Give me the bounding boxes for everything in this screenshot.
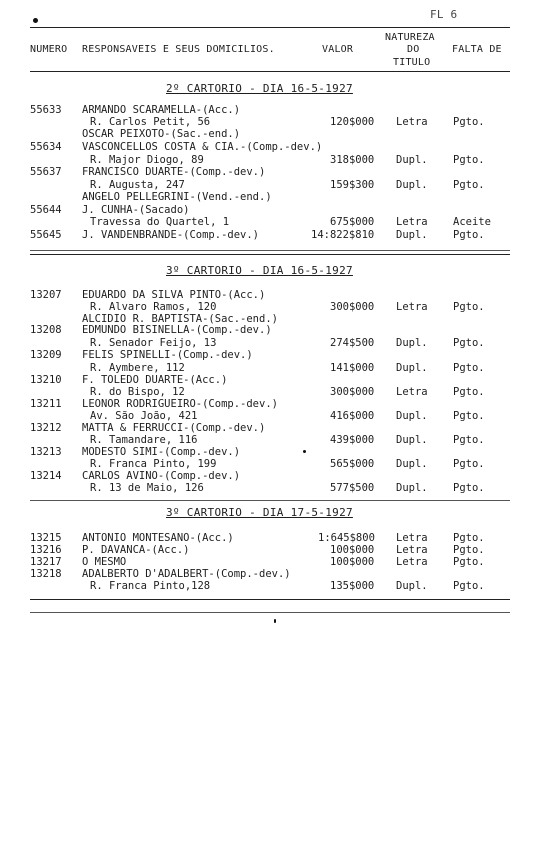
entry-line: R. do Bispo, 12 [90, 386, 185, 398]
entry-name: O MESMO [82, 556, 127, 568]
section-rule [30, 254, 510, 255]
entry-number: 13209 [30, 349, 62, 361]
header-col-valor: VALOR [322, 44, 354, 55]
header-col-natureza: NATUREZA [385, 32, 435, 43]
bottom-rule [30, 599, 510, 600]
entry-natureza: Letra [396, 301, 428, 313]
entry-natureza: Dupl. [396, 482, 428, 494]
header-col-natureza-titulo: TITULO [393, 57, 431, 68]
section-rule [30, 250, 510, 251]
entry-line: R. Franca Pinto,128 [90, 580, 211, 592]
entry-number: 55645 [30, 229, 62, 241]
entry-falta: Pgto. [453, 544, 485, 556]
header-rule [30, 71, 510, 72]
ink-mark [33, 18, 38, 23]
entry-falta: Pgto. [453, 556, 485, 568]
bottom-rule [30, 612, 510, 613]
header-col-falta: FALTA DE [452, 44, 502, 55]
entry-valor: 318$000 [330, 154, 375, 166]
entry-valor: 416$000 [330, 410, 375, 422]
entry-valor: 14:822$810 [311, 229, 375, 241]
entry-number: 13215 [30, 532, 62, 544]
entry-valor: 141$000 [330, 362, 375, 374]
entry-number: 55633 [30, 104, 62, 116]
section-title: 2º CARTORIO - DIA 16-5-1927 [166, 82, 353, 95]
entry-name: EDMUNDO BISINELLA-(Comp.-dev.) [82, 324, 272, 336]
entry-falta: Aceite [453, 216, 491, 228]
entry-natureza: Dupl. [396, 434, 428, 446]
entry-number: 55634 [30, 141, 62, 153]
entry-number: 13217 [30, 556, 62, 568]
entry-number: 13214 [30, 470, 62, 482]
entry-line: R. Carlos Petit, 56 [90, 116, 211, 128]
entry-falta: Pgto. [453, 482, 485, 494]
entry-valor: 159$300 [330, 179, 375, 191]
entry-number: 13212 [30, 422, 62, 434]
entry-falta: Pgto. [453, 301, 485, 313]
entry-falta: Pgto. [453, 386, 485, 398]
entry-natureza: Dupl. [396, 362, 428, 374]
entry-number: 55637 [30, 166, 62, 178]
header-col-responsaveis: RESPONSAVEIS E SEUS DOMICILIOS. [82, 44, 275, 55]
entry-line: R. Senador Feijo, 13 [90, 337, 217, 349]
page-reference: FL 6 [430, 8, 458, 21]
entry-name: MATTA & FERRUCCI-(Comp.-dev.) [82, 422, 266, 434]
entry-natureza: Dupl. [396, 229, 428, 241]
entry-number: 13208 [30, 324, 62, 336]
entry-natureza: Dupl. [396, 458, 428, 470]
entry-falta: Pgto. [453, 458, 485, 470]
section-rule [30, 500, 510, 501]
entry-valor: 300$000 [330, 386, 375, 398]
entry-falta: Pgto. [453, 362, 485, 374]
header-col-numero: NUMERO [30, 44, 68, 55]
entry-number: 55644 [30, 204, 62, 216]
entry-line: R. Franca Pinto, 199 [90, 458, 217, 470]
entry-natureza: Dupl. [396, 179, 428, 191]
ink-mark [274, 619, 276, 623]
entry-natureza: Dupl. [396, 337, 428, 349]
entry-number: 13216 [30, 544, 62, 556]
entry-name: J. CUNHA-(Sacado) [82, 204, 190, 216]
entry-line: R. Aymbere, 112 [90, 362, 185, 374]
entry-valor: 120$000 [330, 116, 375, 128]
entry-line: R. 13 de Maio, 126 [90, 482, 204, 494]
entry-falta: Pgto. [453, 580, 485, 592]
top-rule [30, 27, 510, 28]
entry-line: R. Major Diogo, 89 [90, 154, 204, 166]
entry-name: FRANCISCO DUARTE-(Comp.-dev.) [82, 166, 266, 178]
entry-valor: 565$000 [330, 458, 375, 470]
entry-name: ANTONIO MONTESANO-(Acc.) [82, 532, 234, 544]
entry-natureza: Dupl. [396, 410, 428, 422]
entry-name: MODESTO SIMI-(Comp.-dev.) [82, 446, 241, 458]
entry-name: LEONOR RODRIGUEIRO-(Comp.-dev.) [82, 398, 278, 410]
entry-line: R. Tamandare, 116 [90, 434, 198, 446]
entry-valor: 274$500 [330, 337, 375, 349]
entry-name: P. DAVANCA-(Acc.) [82, 544, 190, 556]
entry-falta: Pgto. [453, 532, 485, 544]
header-col-natureza-do: DO [407, 44, 420, 55]
entry-valor: 100$000 [330, 544, 375, 556]
entry-natureza: Letra [396, 216, 428, 228]
entry-name: CARLOS AVINO-(Comp.-dev.) [82, 470, 241, 482]
entry-name: VASCONCELLOS COSTA & CIA.-(Comp.-dev.) [82, 141, 323, 153]
entry-line: Travessa do Quartel, 1 [90, 216, 230, 228]
entry-number: 13213 [30, 446, 62, 458]
entry-number: 13207 [30, 289, 62, 301]
entry-falta: Pgto. [453, 337, 485, 349]
entry-number: 13211 [30, 398, 62, 410]
entry-number: 13210 [30, 374, 62, 386]
entry-name: J. VANDENBRANDE-(Comp.-dev.) [82, 229, 260, 241]
section-title: 3º CARTORIO - DIA 17-5-1927 [166, 506, 353, 519]
entry-name: FELIS SPINELLI-(Comp.-dev.) [82, 349, 253, 361]
ink-mark [303, 450, 306, 453]
section-title: 3º CARTORIO - DIA 16-5-1927 [166, 264, 353, 277]
entry-name: EDUARDO DA SILVA PINTO-(Acc.) [82, 289, 266, 301]
entry-name: F. TOLEDO DUARTE-(Acc.) [82, 374, 228, 386]
entry-line: Av. São João, 421 [90, 410, 198, 422]
entry-natureza: Letra [396, 386, 428, 398]
entry-line: OSCAR PEIXOTO-(Sac.-end.) [82, 128, 241, 140]
entry-valor: 135$000 [330, 580, 375, 592]
entry-falta: Pgto. [453, 116, 485, 128]
entry-valor: 675$000 [330, 216, 375, 228]
entry-natureza: Letra [396, 544, 428, 556]
entry-valor: 439$000 [330, 434, 375, 446]
entry-natureza: Dupl. [396, 580, 428, 592]
entry-falta: Pgto. [453, 410, 485, 422]
entry-line: R. Augusta, 247 [90, 179, 185, 191]
entry-valor: 577$500 [330, 482, 375, 494]
entry-line: ANGELO PELLEGRINI-(Vend.-end.) [82, 191, 272, 203]
entry-name: ARMANDO SCARAMELLA-(Acc.) [82, 104, 241, 116]
entry-natureza: Dupl. [396, 154, 428, 166]
entry-natureza: Letra [396, 116, 428, 128]
entry-natureza: Letra [396, 532, 428, 544]
entry-number: 13218 [30, 568, 62, 580]
entry-valor: 300$000 [330, 301, 375, 313]
entry-falta: Pgto. [453, 179, 485, 191]
entry-valor: 100$000 [330, 556, 375, 568]
entry-falta: Pgto. [453, 154, 485, 166]
entry-line: ALCIDIO R. BAPTISTA-(Sac.-end.) [82, 313, 278, 325]
entry-natureza: Letra [396, 556, 428, 568]
entry-falta: Pgto. [453, 229, 485, 241]
entry-falta: Pgto. [453, 434, 485, 446]
entry-valor: 1:645$800 [318, 532, 375, 544]
entry-line: R. Alvaro Ramos, 120 [90, 301, 217, 313]
entry-name: ADALBERTO D'ADALBERT-(Comp.-dev.) [82, 568, 291, 580]
